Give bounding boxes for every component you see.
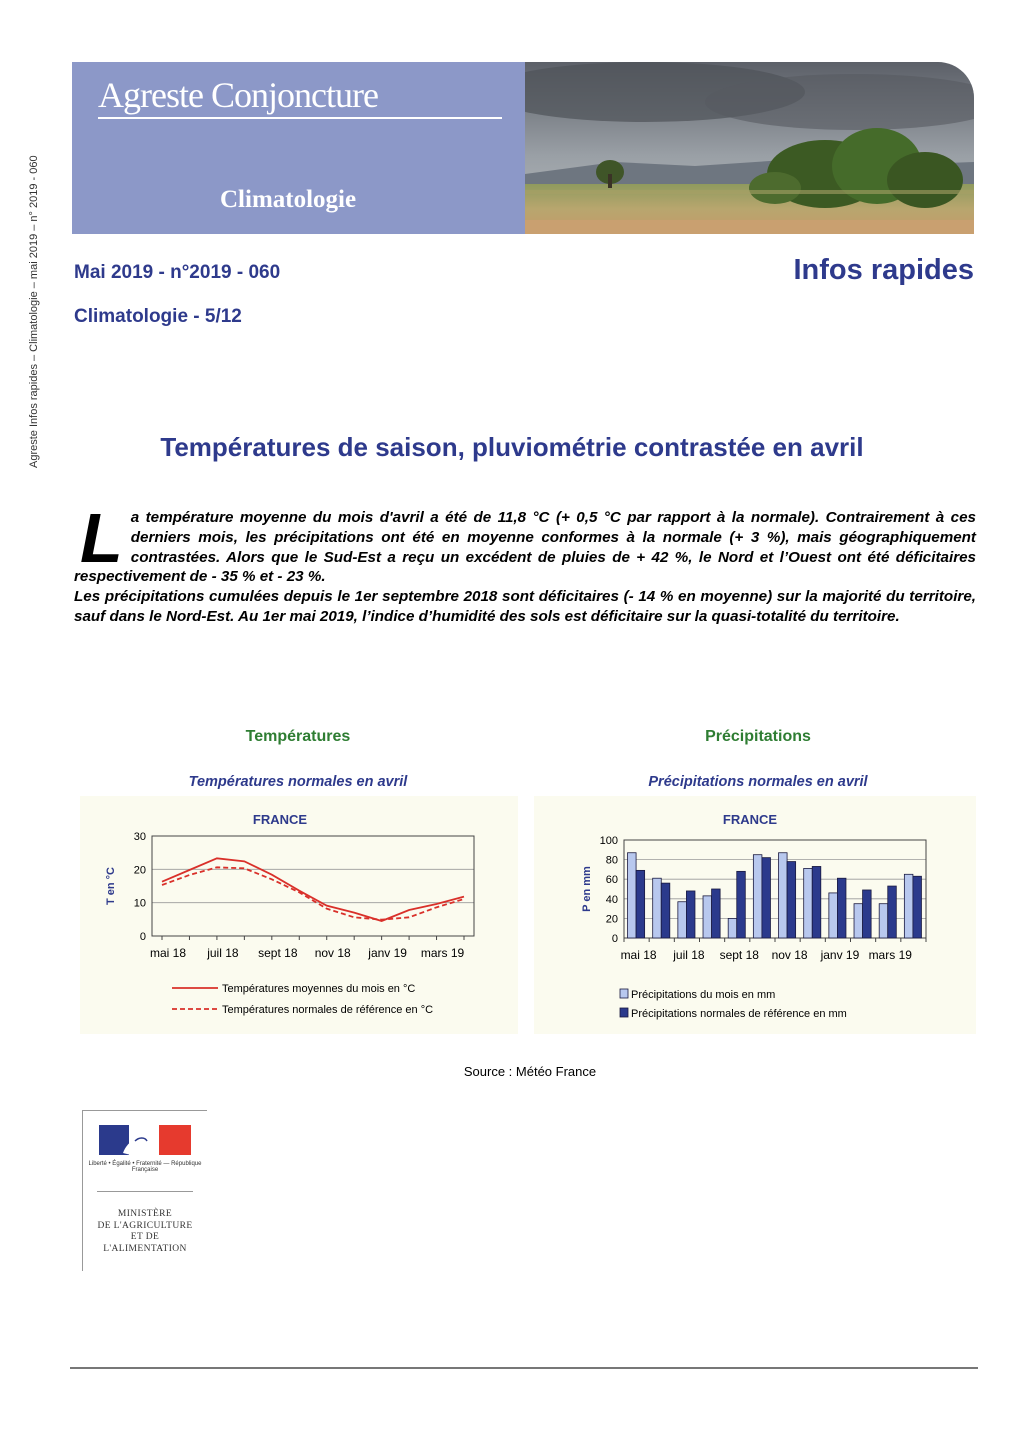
banner-subtitle: Climatologie	[220, 186, 357, 213]
temperature-subheading: Températures normales en avril	[188, 774, 408, 790]
legend-swatch	[620, 1008, 628, 1017]
ministry-line-3: ET DE	[130, 1232, 160, 1242]
precipitation-subheading: Précipitations normales en avril	[648, 774, 868, 790]
marianne-logo-icon	[83, 1111, 207, 1207]
y-tick-label: 30	[133, 831, 146, 843]
chart-title: FRANCE	[722, 812, 778, 827]
x-tick-label: juil 18	[673, 948, 705, 962]
ministry-logo	[82, 1110, 207, 1271]
chart-title: FRANCE	[252, 812, 308, 827]
banner-brand-panel	[72, 62, 525, 234]
legend-swatch	[620, 989, 628, 998]
y-tick-label: 20	[605, 913, 618, 926]
y-tick-label: 100	[599, 835, 618, 847]
series-line	[162, 858, 464, 921]
bar	[628, 853, 637, 938]
ministry-line-1: MINISTÈRE	[117, 1209, 173, 1219]
precipitation-chart	[534, 796, 976, 1034]
sidebar-running-title: Agreste Infos rapides – Climatologie – mai 2019 – n° 2019 - 060	[28, 155, 40, 468]
bar	[837, 878, 846, 938]
legend-label: Températures moyennes du mois en °C	[222, 983, 416, 995]
y-tick-label: 10	[133, 897, 146, 910]
source-note: Source : Météo France	[463, 1064, 597, 1079]
bar	[829, 893, 838, 938]
brand-logo-text: Agreste Conjoncture	[98, 75, 378, 115]
temperature-chart-panel	[80, 796, 518, 1034]
bar	[712, 889, 721, 938]
bar	[703, 896, 712, 938]
x-tick-label: juil 18	[207, 946, 239, 960]
bar	[728, 918, 737, 938]
header-banner	[72, 62, 974, 234]
legend-label: Précipitations du mois en mm	[631, 989, 776, 1001]
plot-frame	[152, 836, 474, 936]
infos-rapides-label: Infos rapides	[793, 254, 974, 286]
precipitation-heading: Précipitations	[705, 728, 811, 745]
y-tick-label: 20	[133, 864, 146, 877]
bar	[686, 891, 695, 938]
x-tick-label: mai 18	[620, 948, 657, 962]
lead-paragraph	[74, 499, 976, 627]
bar	[636, 870, 645, 938]
x-tick-label: mai 18	[149, 946, 187, 960]
bar	[854, 904, 863, 938]
temperature-heading: Températures	[245, 728, 351, 745]
ministry-line-2: DE L'AGRICULTURE	[97, 1220, 193, 1231]
x-tick-label: nov 18	[314, 946, 351, 960]
x-tick-label: sept 18	[719, 948, 759, 962]
legend-label: Températures normales de référence en °C	[222, 1004, 434, 1016]
bar	[904, 874, 913, 938]
issue-number: Mai 2019 - n°2019 - 060	[74, 262, 281, 283]
lead-text-2: Les précipitations cumulées depuis le 1er septembre 2018 sont déficitaires (- 14 % en moyenne) sur la majorité du territoire, sauf dans le Nord-Est. Au 1er mai 2019, l’indice d’humidité des sols est déficitaire sur la quasi-totalité du territoire.	[74, 588, 976, 625]
bar	[678, 902, 687, 938]
series-label: Climatologie - 5/12	[74, 306, 242, 327]
drop-cap: L	[80, 499, 123, 577]
bar	[888, 886, 897, 938]
x-tick-label: janv 19	[820, 948, 860, 962]
bar	[913, 876, 922, 938]
y-axis-label: P en mm	[581, 866, 593, 912]
landscape-photo	[525, 62, 974, 234]
x-tick-label: sept 18	[258, 946, 298, 960]
x-tick-label: mars 19	[868, 948, 912, 962]
landscape-photo-illustration	[525, 62, 974, 234]
y-tick-label: 80	[605, 854, 618, 867]
bar	[804, 868, 813, 938]
y-tick-label: 0	[611, 933, 618, 945]
ministry-name	[83, 1209, 207, 1255]
series-line	[162, 867, 464, 919]
bar	[879, 904, 888, 938]
bar	[812, 866, 821, 938]
bar	[753, 855, 762, 938]
republic-motto: Liberté • Égalité • Fraternité — République Française	[88, 1161, 202, 1173]
y-tick-label: 60	[605, 874, 618, 887]
ministry-line-4: L'ALIMENTATION	[103, 1243, 187, 1254]
brand-underline	[98, 117, 502, 119]
y-tick-label: 0	[139, 931, 146, 943]
lead-text-1: a température moyenne du mois d'avril a été de 11,8 °C (+ 0,5 °C par rapport à la normale). Contrairement à ces derniers mois, les précipitations ont été en moyenne conformes à la normale (+ 3 %), mais géographiquement contrastées. Alors que le Sud-Est a reçu un excédent de pluies de + 42 %, le Nord et l’Ouest ont été déficitaires respectivement de - 35 % et - 23 %.	[74, 509, 976, 586]
bar	[787, 862, 796, 938]
bar	[779, 853, 788, 938]
y-axis-label: T en °C	[105, 866, 117, 906]
precipitation-chart-panel	[534, 796, 976, 1034]
bar	[653, 878, 662, 938]
page-title: Températures de saison, pluviométrie contrastée en avril	[160, 432, 864, 462]
bar	[661, 883, 670, 938]
bar	[863, 890, 872, 938]
y-tick-label: 40	[605, 893, 618, 906]
bar	[762, 858, 771, 938]
bar	[737, 871, 746, 938]
x-tick-label: janv 19	[368, 946, 407, 960]
legend-label: Précipitations normales de référence en mm	[631, 1008, 847, 1020]
x-tick-label: nov 18	[771, 948, 808, 962]
x-tick-label: mars 19	[420, 946, 465, 960]
bottom-rule	[70, 1367, 978, 1369]
temperature-chart	[80, 796, 518, 1034]
